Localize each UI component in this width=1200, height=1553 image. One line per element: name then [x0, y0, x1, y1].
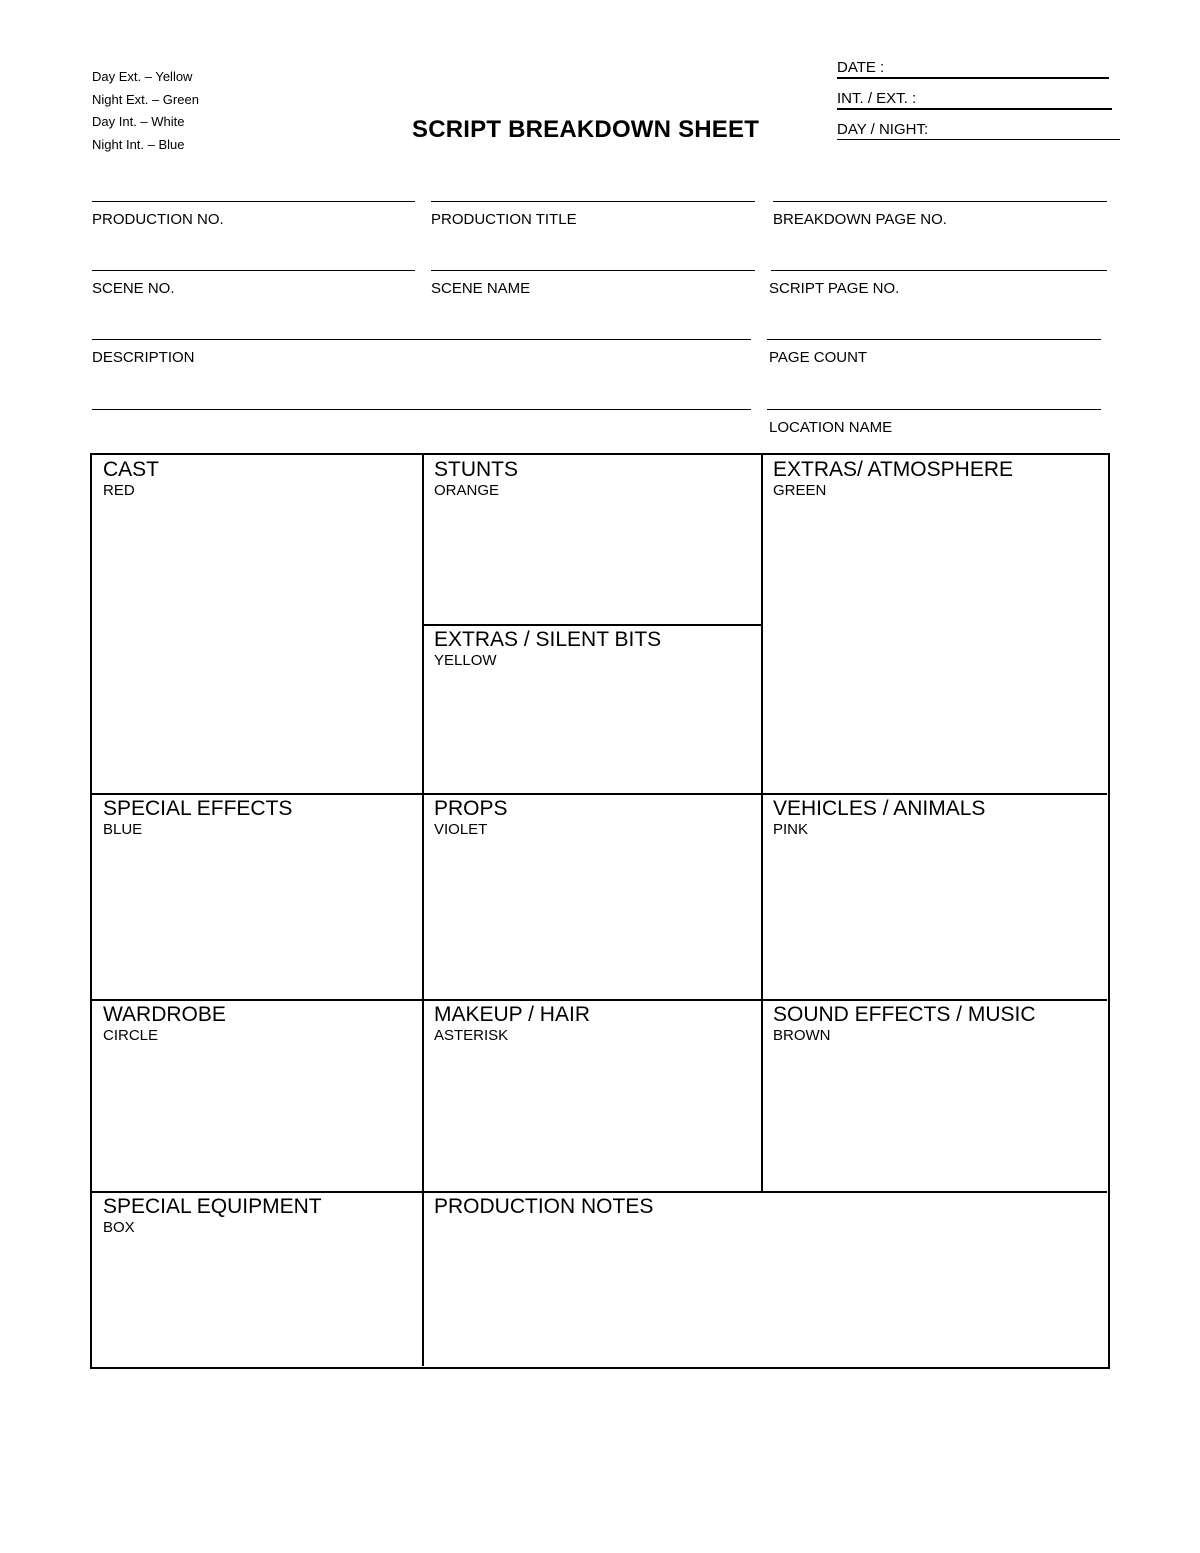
page-title: SCRIPT BREAKDOWN SHEET: [412, 116, 760, 143]
production-no-field[interactable]: [92, 201, 415, 228]
production-notes-title: PRODUCTION NOTES: [434, 1195, 654, 1218]
description-extra-line: [92, 409, 751, 410]
extras-atmosphere-cell[interactable]: [762, 455, 1107, 793]
production-no-line: [92, 201, 415, 202]
color-legend: [92, 66, 199, 156]
makeup-hair-marker: ASTERISK: [434, 1027, 509, 1044]
scene-no-line: [92, 270, 415, 271]
location-name-line: [767, 409, 1101, 410]
stunts-cell[interactable]: [423, 455, 761, 624]
description-label: DESCRIPTION: [92, 349, 195, 366]
vehicles-animals-cell[interactable]: [762, 794, 1107, 999]
special-equipment-marker: BOX: [103, 1219, 135, 1236]
production-no-label: PRODUCTION NO.: [92, 211, 224, 228]
day-night-field[interactable]: [837, 121, 1120, 140]
scene-name-field[interactable]: [431, 270, 755, 297]
description-field[interactable]: [92, 339, 751, 366]
vehicles-animals-color: PINK: [773, 821, 809, 838]
stunts-title: STUNTS: [434, 458, 518, 481]
legend-item-night-int: Night Int. – Blue: [92, 136, 185, 152]
location-name-field[interactable]: [767, 409, 1101, 436]
production-title-field[interactable]: [431, 201, 755, 228]
extras-silent-bits-cell[interactable]: [423, 625, 761, 793]
legend-item-day-int: Day Int. – White: [92, 114, 185, 129]
breakdown-page-no-field[interactable]: [773, 201, 1107, 228]
special-equipment-title: SPECIAL EQUIPMENT: [103, 1195, 322, 1218]
description-line: [92, 339, 751, 340]
production-notes-cell[interactable]: [423, 1192, 1107, 1366]
scene-name-line: [431, 270, 755, 271]
legend-item-day-ext: Day Ext. – Yellow: [92, 69, 193, 84]
vehicles-animals-title: VEHICLES / ANIMALS: [773, 797, 986, 820]
scene-name-label: SCENE NAME: [431, 280, 531, 297]
production-title-line: [431, 201, 755, 202]
date-field[interactable]: [837, 59, 1109, 79]
wardrobe-marker: CIRCLE: [103, 1027, 159, 1044]
breakdown-page-no-line: [773, 201, 1107, 202]
breakdown-grid: [90, 453, 1110, 1369]
scene-no-label: SCENE NO.: [92, 280, 175, 297]
sound-effects-music-color: BROWN: [773, 1027, 831, 1044]
wardrobe-title: WARDROBE: [103, 1003, 226, 1026]
special-effects-color: BLUE: [103, 821, 143, 838]
extras-atmosphere-color: GREEN: [773, 482, 827, 499]
legend-item-night-ext: Night Ext. – Green: [92, 91, 199, 107]
day-night-label: DAY / NIGHT:: [837, 121, 929, 138]
page-count-label: PAGE COUNT: [769, 349, 868, 366]
cast-title: CAST: [103, 458, 160, 481]
int-ext-label: INT. / EXT. :: [837, 90, 917, 107]
page-count-field[interactable]: [767, 339, 1101, 366]
special-effects-cell[interactable]: [92, 794, 422, 999]
special-effects-title: SPECIAL EFFECTS: [103, 797, 293, 820]
page-count-line: [767, 339, 1101, 340]
scene-no-field[interactable]: [92, 270, 415, 297]
script-page-no-label: SCRIPT PAGE NO.: [769, 280, 900, 297]
description-line-2[interactable]: [92, 409, 751, 410]
props-title: PROPS: [434, 797, 508, 820]
props-color: VIOLET: [434, 821, 488, 838]
special-equipment-cell[interactable]: [92, 1192, 422, 1366]
int-ext-field[interactable]: [837, 90, 1112, 110]
makeup-hair-title: MAKEUP / HAIR: [434, 1003, 590, 1026]
wardrobe-cell[interactable]: [92, 1000, 422, 1191]
stunts-color: ORANGE: [434, 482, 500, 499]
location-name-label: LOCATION NAME: [769, 419, 893, 436]
extras-atmosphere-title: EXTRAS/ ATMOSPHERE: [773, 458, 1013, 481]
extras-silent-bits-color: YELLOW: [434, 652, 497, 669]
cast-cell[interactable]: [92, 455, 422, 793]
extras-silent-bits-title: EXTRAS / SILENT BITS: [434, 628, 662, 651]
script-page-no-field[interactable]: [771, 270, 1107, 297]
script-page-no-line: [771, 270, 1107, 271]
date-label: DATE :: [837, 59, 885, 76]
breakdown-page-no-label: BREAKDOWN PAGE NO.: [773, 211, 947, 228]
props-cell[interactable]: [423, 794, 761, 999]
sound-effects-music-title: SOUND EFFECTS / MUSIC: [773, 1003, 1036, 1026]
makeup-hair-cell[interactable]: [423, 1000, 761, 1191]
cast-color: RED: [103, 482, 135, 499]
sound-effects-music-cell[interactable]: [762, 1000, 1107, 1191]
production-title-label: PRODUCTION TITLE: [431, 211, 577, 228]
